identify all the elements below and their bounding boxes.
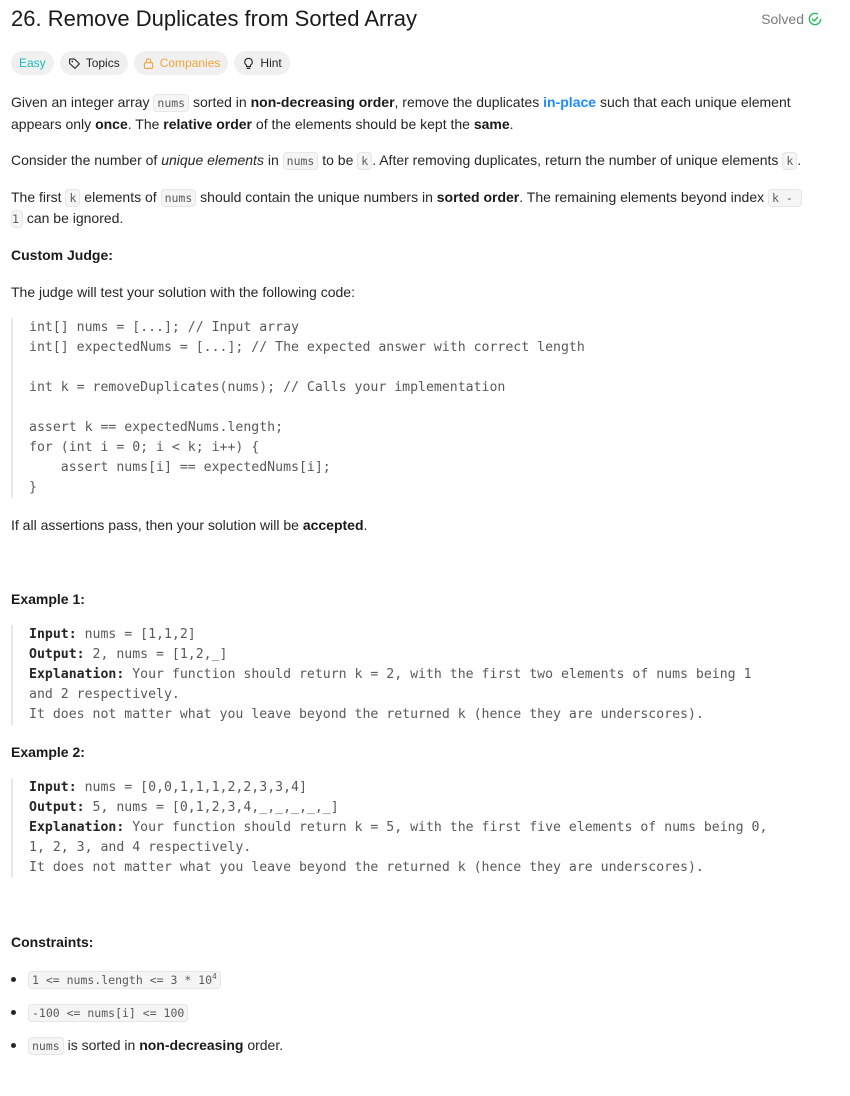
bold-text: same — [473, 116, 510, 132]
text: can be ignored. — [22, 210, 124, 226]
topics-label: Topics — [85, 56, 120, 70]
custom-judge-outro — [11, 515, 367, 536]
code-line: assert k == expectedNums.length; — [29, 420, 284, 435]
inline-code: nums — [28, 1037, 64, 1055]
heading-text: Constraints: — [11, 934, 94, 950]
in-place-link[interactable]: in-place — [543, 94, 597, 110]
text: in — [263, 152, 283, 168]
constraint-item — [11, 1002, 611, 1023]
code-line: int k = removeDuplicates(nums); // Calls your implementation — [29, 380, 506, 395]
solved-label: Solved — [761, 11, 804, 27]
example-1-block — [11, 625, 752, 725]
exponent: 4 — [212, 972, 217, 982]
explanation-text: Your function should return k = 2, with the first two elements of nums being 1 — [124, 667, 752, 682]
text: , remove the duplicates — [394, 94, 544, 110]
constraints-list — [11, 969, 611, 1056]
text: Consider the number of — [11, 152, 162, 168]
inline-code: k — [357, 152, 372, 170]
inline-code: k — [782, 152, 797, 170]
text: is sorted in — [63, 1037, 140, 1053]
bold-text: relative order — [163, 116, 253, 132]
heading-text: Example 1: — [11, 591, 85, 607]
heading-text: Custom Judge: — [11, 247, 113, 263]
companies-button[interactable] — [134, 51, 229, 75]
constraint-item — [11, 969, 611, 990]
text: . — [509, 116, 514, 132]
bold-text: non-decreasing order — [250, 94, 395, 110]
explanation-text: and 2 respectively. — [29, 687, 180, 702]
tag-icon — [68, 57, 81, 70]
example-2-heading — [11, 742, 85, 763]
output-value: 5, nums = [0,1,2,3,4,_,_,_,_,_] — [84, 800, 339, 815]
text: If all assertions pass, then your solution will be — [11, 517, 303, 533]
judge-code-block — [11, 318, 585, 498]
code-line: assert nums[i] == expectedNums[i]; — [29, 460, 331, 475]
check-circle-icon — [808, 12, 822, 26]
inline-code — [28, 971, 221, 989]
solved-status — [761, 11, 822, 27]
difficulty-label: Easy — [19, 56, 46, 70]
code-line: } — [29, 480, 37, 495]
example-2-block — [11, 778, 767, 878]
inline-code: nums — [153, 94, 189, 112]
lock-icon — [142, 57, 155, 70]
description-paragraph-2 — [11, 150, 801, 172]
bold-text: accepted — [302, 517, 364, 533]
code-text: 1 <= nums.length <= 3 * 10 — [32, 973, 213, 987]
custom-judge-intro: The judge will test your solution with the following code: — [11, 284, 355, 300]
text: . After removing duplicates, return the number of unique elements — [372, 152, 783, 168]
problem-title: 26. Remove Duplicates from Sorted Array — [11, 6, 417, 31]
input-value: nums = [1,1,2] — [76, 627, 196, 642]
explanation-label: Explanation: — [29, 820, 125, 835]
example-1-heading — [11, 589, 85, 610]
output-value: 2, nums = [1,2,_] — [84, 647, 228, 662]
text: Given an integer array — [11, 94, 154, 110]
constraint-item — [11, 1035, 611, 1056]
text: . — [797, 152, 802, 168]
explanation-text: It does not matter what you leave beyond the returned k (hence they are underscores). — [29, 860, 704, 875]
constraints-heading — [11, 932, 93, 953]
hint-label: Hint — [260, 56, 282, 70]
italic-text: unique elements — [161, 152, 264, 168]
text: order. — [243, 1037, 284, 1053]
text: to be — [318, 152, 358, 168]
code-line: int[] nums = [...]; // Input array — [29, 320, 299, 335]
companies-label: Companies — [159, 56, 221, 70]
explanation-label: Explanation: — [29, 667, 125, 682]
text: . — [363, 517, 368, 533]
text: should contain the unique numbers in — [196, 189, 437, 205]
text: . The remaining elements beyond index — [519, 189, 769, 205]
text: of the elements should be kept the — [252, 116, 474, 132]
text: sorted in — [189, 94, 251, 110]
description-paragraph-3-line-2 — [11, 208, 123, 230]
inline-code: k - — [768, 189, 802, 207]
text: . The — [127, 116, 164, 132]
explanation-text: Your function should return k = 5, with the first five elements of nums being 0, — [124, 820, 768, 835]
text: The first — [11, 189, 66, 205]
bold-text: non-decreasing — [139, 1037, 244, 1053]
inline-code: k — [65, 189, 80, 207]
inline-code: -100 <= nums[i] <= 100 — [28, 1004, 188, 1022]
description-paragraph-3-line-1 — [11, 187, 802, 209]
input-label: Input: — [29, 780, 77, 795]
input-label: Input: — [29, 627, 77, 642]
difficulty-badge — [11, 51, 54, 75]
output-label: Output: — [29, 800, 85, 815]
input-value: nums = [0,0,1,1,1,2,2,3,3,4] — [76, 780, 307, 795]
heading-text: Example 2: — [11, 744, 85, 760]
description-paragraph-1 — [11, 92, 811, 135]
explanation-text: It does not matter what you leave beyond the returned k (hence they are underscores). — [29, 707, 704, 722]
text: elements of — [80, 189, 161, 205]
code-line: for (int i = 0; i < k; i++) { — [29, 440, 260, 455]
tag-bar — [11, 51, 290, 75]
custom-judge-heading — [11, 245, 113, 266]
lightbulb-icon — [242, 57, 255, 70]
bold-text: sorted order — [436, 189, 520, 205]
inline-code: 1 — [11, 210, 23, 228]
inline-code: nums — [161, 189, 197, 207]
text: such that each unique element appears only — [11, 94, 791, 132]
bold-text: once — [95, 116, 128, 132]
inline-code: nums — [283, 152, 319, 170]
topics-button[interactable] — [60, 51, 128, 75]
hint-button[interactable] — [234, 51, 289, 75]
explanation-text: 1, 2, 3, and 4 respectively. — [29, 840, 252, 855]
output-label: Output: — [29, 647, 85, 662]
code-line: int[] expectedNums = [...]; // The expected answer with correct length — [29, 340, 585, 355]
